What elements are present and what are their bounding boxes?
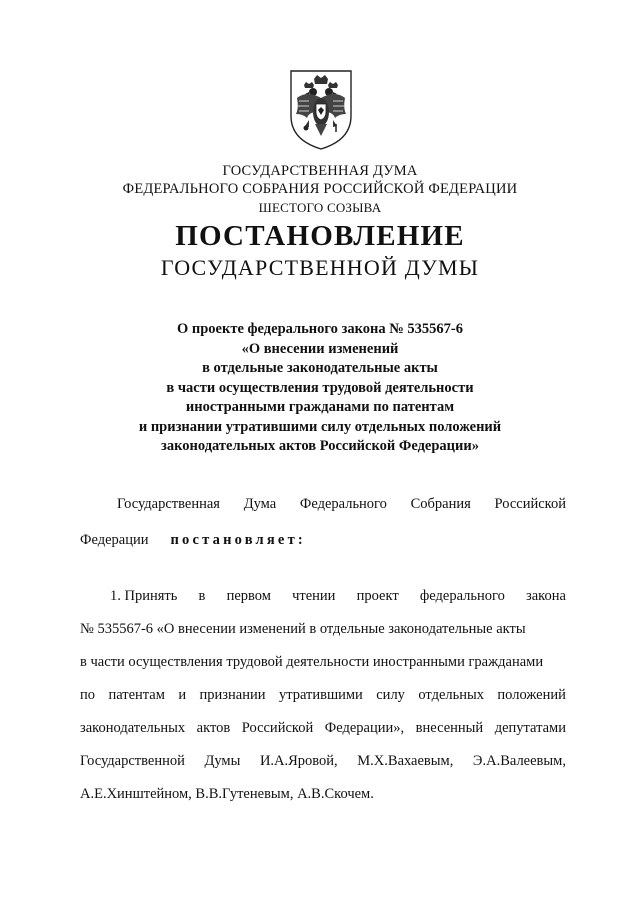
clause-line (80, 687, 566, 703)
word: проект (356, 588, 399, 604)
word: М.Х.Вахаевым, (357, 753, 454, 769)
word: внесенный (415, 720, 484, 736)
subject-line: законодательных актов Российской Федерации» (161, 438, 479, 454)
russian-coat-of-arms-icon (287, 68, 355, 152)
emblem-graphic (287, 68, 355, 152)
word: депутатами (494, 720, 566, 736)
subject-line: О проекте федерального закона № 535567-6 (176, 321, 464, 337)
preamble-line (80, 496, 566, 512)
clause-line (80, 720, 566, 736)
word: в (198, 588, 206, 604)
word: по (80, 687, 96, 703)
subject-line: «О внесении изменений (241, 340, 399, 357)
line-text: А.Е.Хинштейном, В.В.Гутеневым, А.В.Скочем. (80, 786, 374, 802)
word: Федерации», (324, 720, 405, 736)
word: Федерации (80, 532, 149, 548)
document-subject (0, 320, 640, 457)
word: Государственная (117, 496, 220, 512)
clause-line (80, 621, 566, 637)
word: положений (497, 687, 566, 703)
subject-line: в отдельные законодательные акты (202, 360, 438, 376)
word: федерального (419, 588, 505, 604)
word: отдельных (418, 687, 484, 703)
clause-line (80, 753, 566, 769)
line-text: в части осуществления трудовой деятельности иностранными гражданами (80, 654, 544, 670)
document-type-title: ПОСТАНОВЛЕНИЕ (175, 220, 465, 252)
clause-line (80, 588, 566, 604)
word: актов (196, 720, 231, 736)
decree-word: постановляет: (170, 532, 306, 548)
org-name-line2: ФЕДЕРАЛЬНОГО СОБРАНИЯ РОССИЙСКОЙ ФЕДЕРАЦИИ (122, 181, 518, 197)
word: патентам (108, 687, 165, 703)
preamble-line (80, 532, 306, 549)
word: 1. Принять (110, 588, 178, 604)
word: силу (376, 687, 405, 703)
clause-line (80, 786, 566, 802)
preamble-paragraph (80, 496, 566, 548)
word: закона (526, 588, 566, 604)
word: Российской (241, 720, 314, 736)
word: И.А.Яровой, (259, 753, 338, 769)
document-type-subtitle: ГОСУДАРСТВЕННОЙ ДУМЫ (160, 255, 480, 280)
word: Государственной (80, 753, 185, 769)
subject-line: иностранными гражданами по патентам (185, 399, 455, 415)
word: признании (199, 687, 266, 703)
line-text: № 535567-6 «О внесении изменений в отдельные законодательные акты (80, 621, 526, 637)
word: законодательных (80, 720, 186, 736)
word: и (178, 687, 187, 703)
convocation-line: ШЕСТОГО СОЗЫВА (258, 200, 382, 215)
subject-line: в части осуществления трудовой деятельности (166, 379, 474, 396)
word: Российской (494, 496, 566, 512)
word: первом (226, 588, 271, 604)
word: Думы (204, 753, 241, 769)
subject-line: и признании утратившими силу отдельных положений (138, 418, 502, 435)
word: чтении (292, 588, 336, 604)
word: утратившими (278, 687, 363, 703)
word: Федерального (299, 496, 387, 512)
word: Дума (243, 496, 277, 512)
org-name-line1: ГОСУДАРСТВЕННАЯ ДУМА (222, 163, 418, 179)
word: Э.А.Валеевым, (472, 753, 566, 769)
clause-line (80, 654, 566, 670)
word: Собрания (410, 496, 471, 512)
